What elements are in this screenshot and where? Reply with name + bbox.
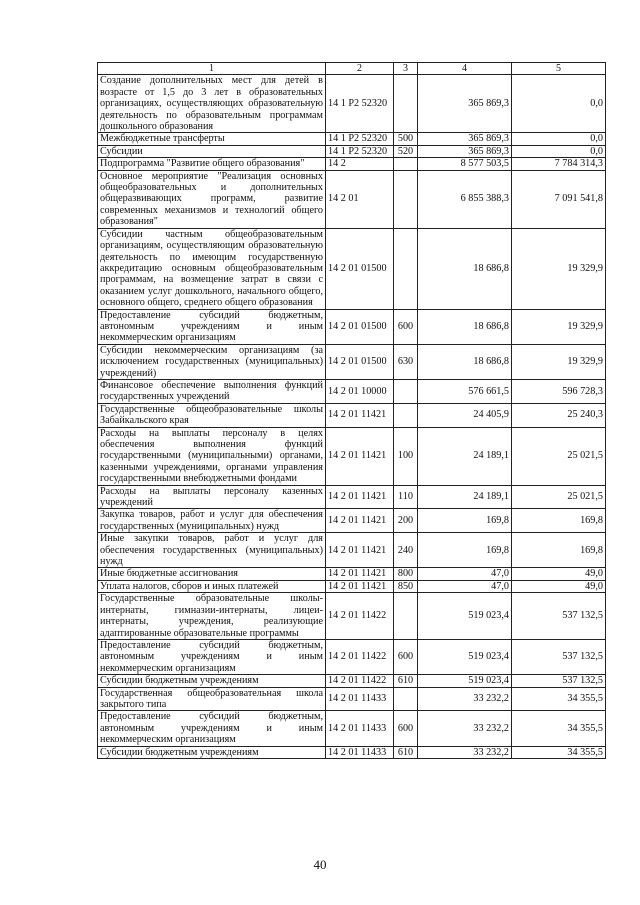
row-value-col5: 25 021,5 [512, 427, 606, 485]
row-value-col4: 365 869,3 [418, 145, 512, 157]
row-type-cell: 240 [394, 533, 418, 568]
row-value-col5: 7 091 541,8 [512, 170, 606, 228]
row-name-cell: Предоставление субсидий бюджетным, автономным учреждениям и иным некоммерческим организациям [98, 309, 326, 344]
row-type-cell [394, 75, 418, 133]
row-value-col4: 33 232,2 [418, 687, 512, 711]
row-type-cell: 600 [394, 711, 418, 746]
row-name-cell: Иные закупки товаров, работ и услуг для обеспечения государственных (муниципальных) нужд [98, 533, 326, 568]
row-type-cell: 610 [394, 746, 418, 758]
row-name-cell: Государственные общеобразовательные школы Забайкальского края [98, 403, 326, 427]
table-row [98, 379, 606, 403]
header-col-2: 2 [326, 63, 394, 75]
row-type-cell: 630 [394, 344, 418, 379]
row-name-cell: Межбюджетные трансферты [98, 133, 326, 145]
table-row [98, 485, 606, 509]
row-type-cell: 850 [394, 580, 418, 592]
row-value-col5: 25 240,3 [512, 403, 606, 427]
table-row [98, 344, 606, 379]
row-value-col5: 0,0 [512, 133, 606, 145]
row-name-cell: Иные бюджетные ассигнования [98, 568, 326, 580]
row-code-cell: 14 2 01 10000 [326, 379, 394, 403]
table-row [98, 75, 606, 133]
row-code-cell: 14 1 P2 52320 [326, 133, 394, 145]
row-name-cell: Финансовое обеспечение выполнения функций государственных учреждений [98, 379, 326, 403]
row-code-cell: 14 2 01 11433 [326, 711, 394, 746]
row-type-cell: 610 [394, 675, 418, 687]
row-name-cell: Субсидии бюджетным учреждениям [98, 746, 326, 758]
table-row [98, 687, 606, 711]
row-type-cell: 500 [394, 133, 418, 145]
row-value-col4: 8 577 503,5 [418, 158, 512, 170]
row-value-col4: 519 023,4 [418, 675, 512, 687]
row-value-col5: 169,8 [512, 533, 606, 568]
table-row [98, 593, 606, 640]
row-code-cell: 14 2 01 11421 [326, 509, 394, 533]
row-name-cell: Субсидии [98, 145, 326, 157]
row-value-col5: 49,0 [512, 580, 606, 592]
table-row [98, 145, 606, 157]
row-value-col5: 537 132,5 [512, 675, 606, 687]
row-type-cell [394, 593, 418, 640]
row-code-cell: 14 2 01 11433 [326, 746, 394, 758]
row-type-cell: 100 [394, 427, 418, 485]
row-value-col4: 47,0 [418, 568, 512, 580]
row-type-cell [394, 379, 418, 403]
table-row [98, 427, 606, 485]
row-name-cell: Подпрограмма "Развитие общего образования" [98, 158, 326, 170]
row-value-col5: 25 021,5 [512, 485, 606, 509]
row-type-cell [394, 158, 418, 170]
row-type-cell [394, 228, 418, 309]
row-value-col5: 0,0 [512, 145, 606, 157]
table-row [98, 309, 606, 344]
table-row [98, 228, 606, 309]
row-type-cell [394, 170, 418, 228]
row-name-cell: Основное мероприятие "Реализация основных общеобразовательных и дополнительных общеразвивающих программ, развитие современных механизмов и технологий общего образования" [98, 170, 326, 228]
row-type-cell: 200 [394, 509, 418, 533]
header-col-5: 5 [512, 63, 606, 75]
row-name-cell: Закупка товаров, работ и услуг для обеспечения государственных (муниципальных) нужд [98, 509, 326, 533]
row-value-col4: 519 023,4 [418, 639, 512, 674]
row-type-cell: 600 [394, 309, 418, 344]
row-value-col4: 365 869,3 [418, 75, 512, 133]
table-row [98, 133, 606, 145]
row-code-cell: 14 2 01 11421 [326, 427, 394, 485]
row-value-col5: 19 329,9 [512, 344, 606, 379]
row-name-cell: Субсидии частным общеобразовательным организациям, осуществляющим образовательную деятельность по имеющим государственную аккредитацию основным общеобразовательным программам, на возмещение затрат в связи с оказанием услуг дошкольного, начального общего, основного общего, среднего общего образования [98, 228, 326, 309]
row-code-cell: 14 2 01 11422 [326, 639, 394, 674]
row-value-col5: 0,0 [512, 75, 606, 133]
table-row [98, 158, 606, 170]
row-value-col5: 19 329,9 [512, 228, 606, 309]
row-value-col4: 24 189,1 [418, 427, 512, 485]
table-row [98, 170, 606, 228]
row-value-col4: 519 023,4 [418, 593, 512, 640]
row-code-cell: 14 2 01 11422 [326, 675, 394, 687]
row-type-cell: 600 [394, 639, 418, 674]
row-type-cell: 520 [394, 145, 418, 157]
row-value-col5: 537 132,5 [512, 593, 606, 640]
row-value-col4: 169,8 [418, 509, 512, 533]
page-number: 40 [313, 857, 327, 872]
row-name-cell: Государственные образовательные школы-интернаты, гимназии-интернаты, лицеи-интернаты, учреждения, реализующие адаптированные образовательные программы [98, 593, 326, 640]
row-type-cell [394, 687, 418, 711]
table-header-row [98, 63, 606, 75]
row-value-col4: 365 869,3 [418, 133, 512, 145]
row-code-cell: 14 2 01 11421 [326, 580, 394, 592]
row-value-col5: 34 355,5 [512, 687, 606, 711]
row-code-cell: 14 2 01 [326, 170, 394, 228]
row-value-col4: 18 686,8 [418, 228, 512, 309]
row-value-col5: 49,0 [512, 568, 606, 580]
table-row [98, 639, 606, 674]
row-name-cell: Государственная общеобразовательная школа закрытого типа [98, 687, 326, 711]
row-code-cell: 14 2 [326, 158, 394, 170]
row-value-col4: 24 405,9 [418, 403, 512, 427]
table-row [98, 533, 606, 568]
budget-table-body [98, 63, 606, 759]
row-value-col4: 18 686,8 [418, 309, 512, 344]
header-col-4: 4 [418, 63, 512, 75]
row-value-col5: 34 355,5 [512, 746, 606, 758]
row-value-col4: 47,0 [418, 580, 512, 592]
table-row [98, 675, 606, 687]
budget-table [97, 62, 606, 759]
row-code-cell: 14 2 01 11421 [326, 568, 394, 580]
row-type-cell: 800 [394, 568, 418, 580]
row-name-cell: Субсидии некоммерческим организациям (за исключением государственных (муниципальных) учреждений) [98, 344, 326, 379]
table-row [98, 568, 606, 580]
row-name-cell: Расходы на выплаты персоналу казенных учреждений [98, 485, 326, 509]
row-value-col5: 537 132,5 [512, 639, 606, 674]
row-name-cell: Уплата налогов, сборов и иных платежей [98, 580, 326, 592]
row-name-cell: Предоставление субсидий бюджетным, автономным учреждениям и иным некоммерческим организациям [98, 639, 326, 674]
row-code-cell: 14 2 01 11421 [326, 533, 394, 568]
row-name-cell: Создание дополнительных мест для детей в возрасте от 1,5 до 3 лет в образовательных организациях, осуществляющих образовательную деятельность по образовательным программам дошкольного образования [98, 75, 326, 133]
table-row [98, 580, 606, 592]
header-col-1: 1 [98, 63, 326, 75]
row-value-col5: 169,8 [512, 509, 606, 533]
row-value-col5: 596 728,3 [512, 379, 606, 403]
row-value-col4: 18 686,8 [418, 344, 512, 379]
row-value-col4: 576 661,5 [418, 379, 512, 403]
row-value-col4: 169,8 [418, 533, 512, 568]
row-value-col5: 19 329,9 [512, 309, 606, 344]
row-code-cell: 14 2 01 11421 [326, 485, 394, 509]
row-value-col4: 24 189,1 [418, 485, 512, 509]
row-value-col4: 33 232,2 [418, 711, 512, 746]
row-code-cell: 14 2 01 01500 [326, 228, 394, 309]
row-code-cell: 14 2 01 11433 [326, 687, 394, 711]
row-code-cell: 14 2 01 01500 [326, 309, 394, 344]
table-row [98, 509, 606, 533]
table-row [98, 403, 606, 427]
table-row [98, 746, 606, 758]
table-row [98, 711, 606, 746]
row-type-cell [394, 403, 418, 427]
row-type-cell: 110 [394, 485, 418, 509]
row-name-cell: Расходы на выплаты персоналу в целях обеспечения выполнения функций государственными (муниципальными) органами, казенными учреждениями, органами управления государственными внебюджетными фондами [98, 427, 326, 485]
row-code-cell: 14 2 01 11422 [326, 593, 394, 640]
row-name-cell: Субсидии бюджетным учреждениям [98, 675, 326, 687]
header-col-3: 3 [394, 63, 418, 75]
row-code-cell: 14 1 P2 52320 [326, 75, 394, 133]
row-value-col5: 7 784 314,3 [512, 158, 606, 170]
row-value-col4: 33 232,2 [418, 746, 512, 758]
row-code-cell: 14 1 P2 52320 [326, 145, 394, 157]
row-name-cell: Предоставление субсидий бюджетным, автономным учреждениям и иным некоммерческим организациям [98, 711, 326, 746]
row-value-col5: 34 355,5 [512, 711, 606, 746]
row-code-cell: 14 2 01 01500 [326, 344, 394, 379]
row-value-col4: 6 855 388,3 [418, 170, 512, 228]
row-code-cell: 14 2 01 11421 [326, 403, 394, 427]
